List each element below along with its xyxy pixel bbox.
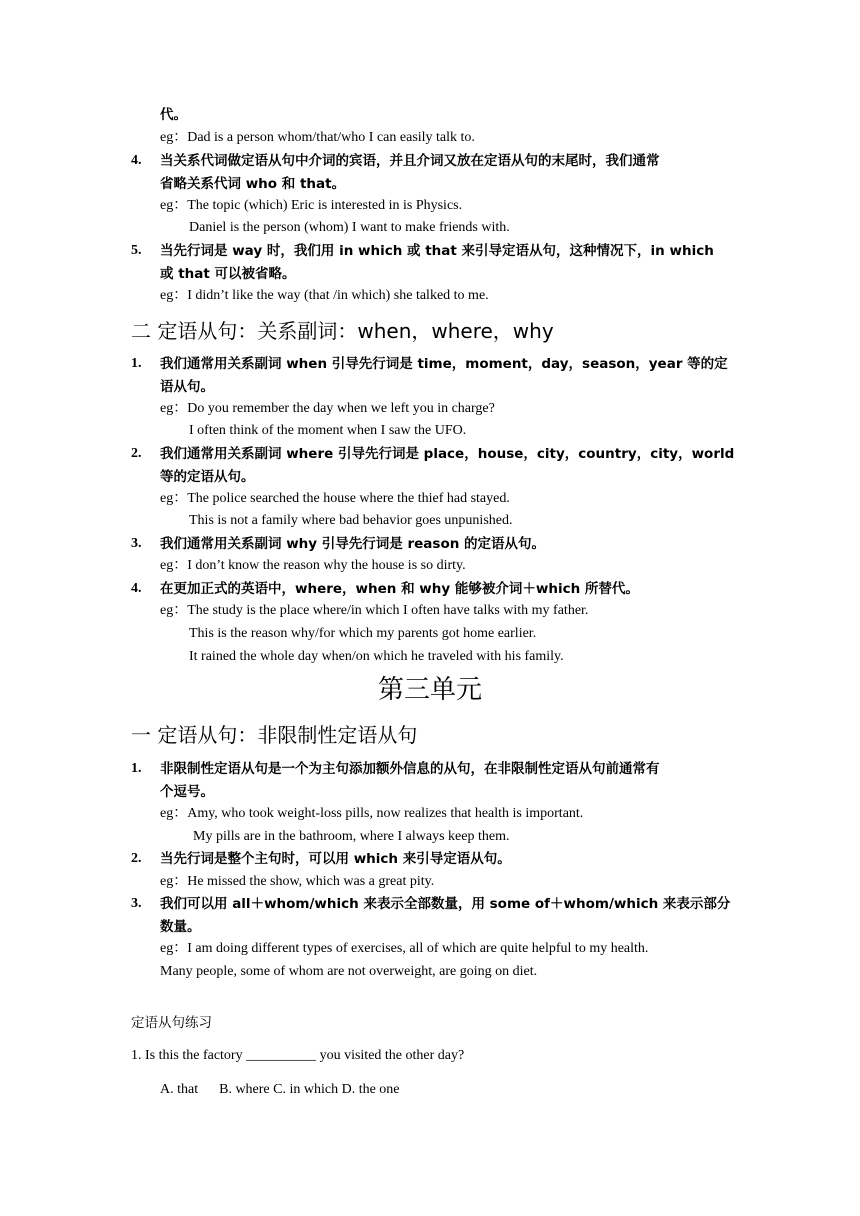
rule-5-number: 5. [131, 243, 142, 258]
section-3-heading: 一 定语从句：非限制性定语从句 [131, 723, 418, 747]
s2-rule-1-example-1: eg：Do you remember the day when we left you in charge? [160, 401, 495, 416]
s2-rule-3-example: eg：I don’t know the reason why the house is so dirty. [160, 558, 466, 573]
practice-title: 定语从句练习 [131, 1015, 212, 1031]
s2-rule-2-example-1: eg：The police searched the house where the thief had stayed. [160, 491, 510, 506]
s2-rule-4-line-1: 在更加正式的英语中，where，when 和 why 能够被介词＋which 所替代。 [160, 581, 639, 597]
s2-rule-2-line-1: 我们通常用关系副词 where 引导先行词是 place，house，city，country，city，world [160, 446, 735, 462]
s2-rule-2-line-2: 等的定语从句。 [160, 469, 255, 485]
s3-rule-3-number: 3. [131, 896, 142, 911]
s3-rule-2-number: 2. [131, 851, 142, 866]
rule-4-example-2: Daniel is the person (whom) I want to make friends with. [189, 220, 510, 235]
rule-5-line-2: 或 that 可以被省略。 [160, 266, 296, 282]
practice-question-1-options: A. that B. where C. in which D. the one [160, 1082, 400, 1097]
s2-rule-4-number: 4. [131, 581, 142, 596]
rule-4-line-2: 省略关系代词 who 和 that。 [160, 176, 346, 192]
s3-rule-1-example-1: eg：Amy, who took weight-loss pills, now realizes that health is important. [160, 806, 584, 821]
s3-rule-1-example-2: My pills are in the bathroom, where I always keep them. [193, 829, 510, 844]
practice-question-1: 1. Is this the factory __________ you visited the other day? [131, 1048, 465, 1063]
rule-4-line-1: 当关系代词做定语从句中介词的宾语，并且介词又放在定语从句的末尾时，我们通常 [160, 153, 660, 169]
s2-rule-4-example-1: eg：The study is the place where/in which I often have talks with my father. [160, 603, 589, 618]
s2-rule-2-example-2: This is not a family where bad behavior goes unpunished. [189, 513, 513, 528]
s2-rule-4-example-3: It rained the whole day when/on which he traveled with his family. [189, 649, 564, 664]
s3-rule-2-line-1: 当先行词是整个主句时，可以用 which 来引导定语从句。 [160, 851, 511, 867]
rule-3-continuation: 代。 [160, 107, 187, 123]
s2-rule-3-line-1: 我们通常用关系副词 why 引导先行词是 reason 的定语从句。 [160, 536, 546, 552]
s2-rule-1-number: 1. [131, 356, 142, 371]
rule-5-line-1: 当先行词是 way 时，我们用 in which 或 that 来引导定语从句，这种情况下，in which [160, 243, 714, 259]
s2-rule-1-line-1: 我们通常用关系副词 when 引导先行词是 time，moment，day，season，year 等的定 [160, 356, 728, 372]
s3-rule-3-example-2: Many people, some of whom are not overweight, are going on diet. [160, 964, 538, 979]
rule-5-example: eg：I didn’t like the way (that /in which) she talked to me. [160, 288, 489, 303]
s2-rule-1-line-2: 语从句。 [160, 379, 214, 395]
s3-rule-3-line-1: 我们可以用 all＋whom/which 来表示全部数量，用 some of＋whom/which 来表示部分 [160, 896, 731, 912]
s2-rule-1-example-2: I often think of the moment when I saw the UFO. [189, 423, 467, 438]
s2-rule-3-number: 3. [131, 536, 142, 551]
unit-title: 第三单元 [377, 675, 482, 705]
s2-rule-2-number: 2. [131, 446, 142, 461]
rule-4-number: 4. [131, 153, 142, 168]
section-2-heading: 二 定语从句：关系副词：when，where，why [131, 319, 554, 343]
s3-rule-3-line-2: 数量。 [160, 919, 201, 935]
rule-3-example: eg：Dad is a person whom/that/who I can easily talk to. [160, 130, 475, 145]
s3-rule-2-example: eg：He missed the show, which was a great pity. [160, 874, 435, 889]
rule-4-example-1: eg：The topic (which) Eric is interested in is Physics. [160, 198, 463, 213]
s3-rule-1-line-1: 非限制性定语从句是一个为主句添加额外信息的从句，在非限制性定语从句前通常有 [160, 761, 660, 777]
s2-rule-4-example-2: This is the reason why/for which my parents got home earlier. [189, 626, 537, 641]
s3-rule-3-example-1: eg：I am doing different types of exercises, all of which are quite helpful to my health. [160, 941, 649, 956]
s3-rule-1-number: 1. [131, 761, 142, 776]
s3-rule-1-line-2: 个逗号。 [160, 784, 214, 800]
